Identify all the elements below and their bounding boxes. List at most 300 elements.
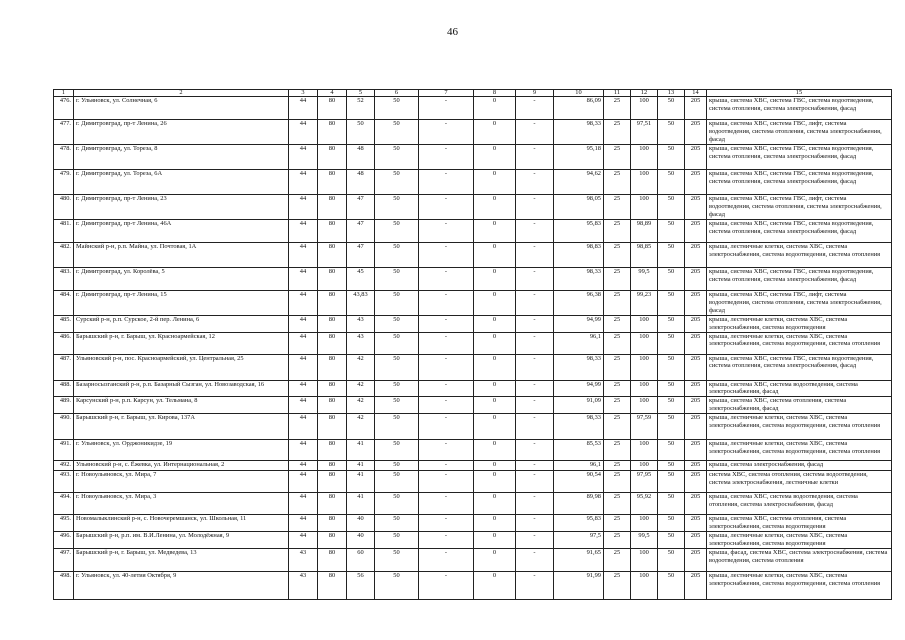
address-cell: г. Димитровград, ул. Королёва, 5 — [74, 268, 289, 291]
col-12-cell: 98,85 — [631, 243, 658, 268]
address-cell: Сурский р-н, р.п. Сурское, 2-й пер. Ленина, 6 — [74, 315, 289, 332]
col-9-cell: - — [516, 531, 554, 548]
col-8-cell: 0 — [474, 332, 516, 354]
address-cell: г. Ульяновск, ул. 40-летия Октября, 9 — [74, 571, 289, 599]
address-cell: Барышский р-н, г. Барыш, ул. Красноармейская, 12 — [74, 332, 289, 354]
work-description-cell: крыша, система ХВС, система ГВС, система водоотведения, система отопления, система электроснабжения, фасад — [707, 145, 892, 170]
col-12-cell: 100 — [631, 195, 658, 220]
col-6-cell: 50 — [375, 397, 419, 414]
col-4-cell: 80 — [318, 515, 347, 532]
col-3-cell: 44 — [289, 97, 318, 120]
col-5-cell: 43,83 — [347, 291, 375, 316]
col-9-cell: - — [516, 120, 554, 145]
col-12-cell: 99,23 — [631, 291, 658, 316]
col-10-cell: 94,62 — [554, 170, 604, 195]
table-row — [54, 471, 892, 493]
col-10-cell: 98,33 — [554, 268, 604, 291]
col-11-cell: 25 — [604, 531, 631, 548]
col-13-cell: 50 — [658, 440, 685, 461]
work-description-cell: крыша, лестничные клетки, система ХВС, система электроснабжения, система водоотведения, система отопления — [707, 571, 892, 599]
col-9-cell: - — [516, 268, 554, 291]
row-number-cell: 495. — [54, 515, 74, 532]
col-7-cell: - — [419, 97, 474, 120]
col-14-cell: 205 — [685, 120, 707, 145]
table-row — [54, 380, 892, 397]
col-14-cell: 205 — [685, 397, 707, 414]
col-3-cell: 43 — [289, 548, 318, 571]
row-number-cell: 478. — [54, 145, 74, 170]
col-13-cell: 50 — [658, 397, 685, 414]
col-5-cell: 48 — [347, 170, 375, 195]
col-7-cell: - — [419, 440, 474, 461]
table-row — [54, 571, 892, 599]
column-header-4: 4 — [318, 90, 347, 97]
col-12-cell: 97,95 — [631, 471, 658, 493]
col-8-cell: 0 — [474, 243, 516, 268]
col-13-cell: 50 — [658, 220, 685, 243]
col-10-cell: 98,05 — [554, 195, 604, 220]
col-7-cell: - — [419, 195, 474, 220]
col-7-cell: - — [419, 414, 474, 440]
col-7-cell: - — [419, 220, 474, 243]
col-9-cell: - — [516, 515, 554, 532]
col-5-cell: 41 — [347, 493, 375, 515]
col-12-cell: 100 — [631, 170, 658, 195]
table-row — [54, 414, 892, 440]
work-description-cell: крыша, лестничные клетки, система ХВС, система электроснабжения, система водоотведения, система отопления — [707, 332, 892, 354]
col-8-cell: 0 — [474, 414, 516, 440]
column-header-8: 8 — [474, 90, 516, 97]
col-11-cell: 25 — [604, 170, 631, 195]
col-11-cell: 25 — [604, 515, 631, 532]
col-9-cell: - — [516, 380, 554, 397]
col-10-cell: 90,54 — [554, 471, 604, 493]
col-5-cell: 42 — [347, 354, 375, 380]
col-6-cell: 50 — [375, 145, 419, 170]
col-10-cell: 96,1 — [554, 332, 604, 354]
col-12-cell: 100 — [631, 354, 658, 380]
col-3-cell: 44 — [289, 145, 318, 170]
col-3-cell: 44 — [289, 243, 318, 268]
col-7-cell: - — [419, 354, 474, 380]
col-6-cell: 50 — [375, 414, 419, 440]
row-number-cell: 482. — [54, 243, 74, 268]
address-cell: Карсунский р-н, р.п. Карсун, ул. Тельмана, 8 — [74, 397, 289, 414]
work-description-cell: крыша, система ХВС, система ГВС, система водоотведения, система отопления, система электроснабжения, фасад — [707, 268, 892, 291]
col-12-cell: 97,59 — [631, 414, 658, 440]
col-10-cell: 98,33 — [554, 120, 604, 145]
col-7-cell: - — [419, 315, 474, 332]
col-13-cell: 50 — [658, 461, 685, 471]
address-cell: Барышский р-н, г. Барыш, ул. Кирова, 137А — [74, 414, 289, 440]
col-8-cell: 0 — [474, 471, 516, 493]
col-3-cell: 44 — [289, 414, 318, 440]
col-14-cell: 205 — [685, 414, 707, 440]
col-4-cell: 80 — [318, 195, 347, 220]
col-12-cell: 100 — [631, 571, 658, 599]
col-4-cell: 80 — [318, 145, 347, 170]
work-description-cell: крыша, система ХВС, система ГВС, система водоотведения, система отопления, система электроснабжения, фасад — [707, 220, 892, 243]
col-13-cell: 50 — [658, 97, 685, 120]
col-3-cell: 44 — [289, 332, 318, 354]
row-number-cell: 483. — [54, 268, 74, 291]
col-13-cell: 50 — [658, 531, 685, 548]
col-8-cell: 0 — [474, 440, 516, 461]
address-cell: Барышский р-н, р.п. им. В.И.Ленина, ул. Молодёжная, 9 — [74, 531, 289, 548]
work-description-cell: крыша, лестничные клетки, система ХВС, система электроснабжения, система водоотведения — [707, 531, 892, 548]
col-5-cell: 60 — [347, 548, 375, 571]
data-table-container — [53, 89, 891, 600]
col-12-cell: 100 — [631, 97, 658, 120]
column-header-12: 12 — [631, 90, 658, 97]
col-4-cell: 80 — [318, 268, 347, 291]
col-3-cell: 44 — [289, 493, 318, 515]
work-description-cell: крыша, система ХВС, система отопления, система электроснабжения, фасад — [707, 397, 892, 414]
col-5-cell: 42 — [347, 397, 375, 414]
col-3-cell: 44 — [289, 170, 318, 195]
col-14-cell: 205 — [685, 97, 707, 120]
col-13-cell: 50 — [658, 414, 685, 440]
col-7-cell: - — [419, 145, 474, 170]
col-10-cell: 98,83 — [554, 243, 604, 268]
col-9-cell: - — [516, 397, 554, 414]
row-number-cell: 496. — [54, 531, 74, 548]
col-5-cell: 41 — [347, 471, 375, 493]
work-description-cell: крыша, система ХВС, система водоотведения, система отопления, система электроснабжения, фасад — [707, 493, 892, 515]
col-9-cell: - — [516, 548, 554, 571]
col-4-cell: 80 — [318, 471, 347, 493]
col-6-cell: 50 — [375, 548, 419, 571]
page-number: 46 — [447, 26, 458, 38]
col-13-cell: 50 — [658, 380, 685, 397]
col-4-cell: 80 — [318, 170, 347, 195]
work-description-cell: система ХВС, система отопления, система водоотведения, система электроснабжения, лестничные клетки — [707, 471, 892, 493]
col-7-cell: - — [419, 397, 474, 414]
col-8-cell: 0 — [474, 380, 516, 397]
col-11-cell: 25 — [604, 195, 631, 220]
col-13-cell: 50 — [658, 493, 685, 515]
col-10-cell: 98,33 — [554, 414, 604, 440]
col-8-cell: 0 — [474, 97, 516, 120]
col-11-cell: 25 — [604, 120, 631, 145]
col-3-cell: 44 — [289, 531, 318, 548]
col-6-cell: 50 — [375, 195, 419, 220]
column-header-1: 1 — [54, 90, 74, 97]
col-10-cell: 94,99 — [554, 380, 604, 397]
col-14-cell: 205 — [685, 195, 707, 220]
table-row — [54, 291, 892, 316]
col-14-cell: 205 — [685, 471, 707, 493]
col-10-cell: 91,65 — [554, 548, 604, 571]
col-4-cell: 80 — [318, 397, 347, 414]
address-cell: Майнский р-н, р.п. Майна, ул. Почтовая, 1А — [74, 243, 289, 268]
address-cell: г. Ульяновск, ул. Солнечная, 6 — [74, 97, 289, 120]
col-8-cell: 0 — [474, 145, 516, 170]
col-5-cell: 40 — [347, 515, 375, 532]
col-8-cell: 0 — [474, 354, 516, 380]
row-number-cell: 487. — [54, 354, 74, 380]
col-13-cell: 50 — [658, 195, 685, 220]
col-9-cell: - — [516, 315, 554, 332]
col-11-cell: 25 — [604, 380, 631, 397]
table-row — [54, 220, 892, 243]
col-12-cell: 100 — [631, 548, 658, 571]
col-12-cell: 100 — [631, 515, 658, 532]
address-cell: г. Димитровград, пр-т Ленина, 26 — [74, 120, 289, 145]
col-5-cell: 52 — [347, 97, 375, 120]
table-row — [54, 243, 892, 268]
col-5-cell: 45 — [347, 268, 375, 291]
table-body — [54, 97, 892, 600]
col-10-cell: 98,33 — [554, 354, 604, 380]
row-number-cell: 486. — [54, 332, 74, 354]
col-8-cell: 0 — [474, 315, 516, 332]
col-3-cell: 44 — [289, 195, 318, 220]
col-14-cell: 205 — [685, 291, 707, 316]
col-14-cell: 205 — [685, 315, 707, 332]
col-11-cell: 25 — [604, 291, 631, 316]
col-4-cell: 80 — [318, 461, 347, 471]
work-description-cell: крыша, система ХВС, система ГВС, лифт, система водоотведения, система отопления, система электроснабжения, фасад — [707, 120, 892, 145]
col-9-cell: - — [516, 571, 554, 599]
col-8-cell: 0 — [474, 268, 516, 291]
table-row — [54, 120, 892, 145]
col-9-cell: - — [516, 97, 554, 120]
col-9-cell: - — [516, 414, 554, 440]
col-4-cell: 80 — [318, 440, 347, 461]
address-cell: Ульяновский р-н, пос. Красноармейский, ул. Центральная, 25 — [74, 354, 289, 380]
col-11-cell: 25 — [604, 354, 631, 380]
col-11-cell: 25 — [604, 397, 631, 414]
col-9-cell: - — [516, 170, 554, 195]
col-10-cell: 94,99 — [554, 315, 604, 332]
col-8-cell: 0 — [474, 461, 516, 471]
col-12-cell: 99,5 — [631, 268, 658, 291]
col-12-cell: 100 — [631, 332, 658, 354]
col-7-cell: - — [419, 493, 474, 515]
table-row — [54, 548, 892, 571]
col-8-cell: 0 — [474, 220, 516, 243]
col-8-cell: 0 — [474, 493, 516, 515]
col-6-cell: 50 — [375, 97, 419, 120]
col-9-cell: - — [516, 243, 554, 268]
table-row — [54, 515, 892, 532]
row-number-cell: 488. — [54, 380, 74, 397]
col-11-cell: 25 — [604, 548, 631, 571]
work-description-cell: крыша, лестничные клетки, система ХВС, система электроснабжения, система водоотведения, система отопления — [707, 440, 892, 461]
table-row — [54, 461, 892, 471]
row-number-cell: 497. — [54, 548, 74, 571]
col-12-cell: 98,89 — [631, 220, 658, 243]
col-10-cell: 95,83 — [554, 220, 604, 243]
col-13-cell: 50 — [658, 571, 685, 599]
col-7-cell: - — [419, 515, 474, 532]
col-3-cell: 44 — [289, 354, 318, 380]
col-4-cell: 80 — [318, 493, 347, 515]
work-description-cell: крыша, фасад, система ХВС, система электроснабжения, система водоотведения, система отопления — [707, 548, 892, 571]
col-8-cell: 0 — [474, 515, 516, 532]
col-5-cell: 48 — [347, 145, 375, 170]
row-number-cell: 493. — [54, 471, 74, 493]
col-11-cell: 25 — [604, 461, 631, 471]
col-6-cell: 50 — [375, 291, 419, 316]
col-6-cell: 50 — [375, 461, 419, 471]
col-6-cell: 50 — [375, 515, 419, 532]
address-cell: г. Новоульяновск, ул. Мира, 7 — [74, 471, 289, 493]
col-10-cell: 91,99 — [554, 571, 604, 599]
col-12-cell: 97,51 — [631, 120, 658, 145]
col-12-cell: 100 — [631, 380, 658, 397]
col-7-cell: - — [419, 461, 474, 471]
col-13-cell: 50 — [658, 315, 685, 332]
col-8-cell: 0 — [474, 291, 516, 316]
col-8-cell: 0 — [474, 397, 516, 414]
col-10-cell: 85,53 — [554, 440, 604, 461]
col-9-cell: - — [516, 195, 554, 220]
col-4-cell: 80 — [318, 414, 347, 440]
col-6-cell: 50 — [375, 120, 419, 145]
col-8-cell: 0 — [474, 531, 516, 548]
col-14-cell: 205 — [685, 515, 707, 532]
col-14-cell: 205 — [685, 493, 707, 515]
col-3-cell: 44 — [289, 461, 318, 471]
col-8-cell: 0 — [474, 571, 516, 599]
col-5-cell: 42 — [347, 380, 375, 397]
col-6-cell: 50 — [375, 220, 419, 243]
col-4-cell: 80 — [318, 380, 347, 397]
col-5-cell: 41 — [347, 440, 375, 461]
col-14-cell: 205 — [685, 145, 707, 170]
col-3-cell: 43 — [289, 571, 318, 599]
row-number-cell: 485. — [54, 315, 74, 332]
col-6-cell: 50 — [375, 440, 419, 461]
row-number-cell: 498. — [54, 571, 74, 599]
table-row — [54, 440, 892, 461]
row-number-cell: 481. — [54, 220, 74, 243]
col-3-cell: 44 — [289, 380, 318, 397]
table-row — [54, 97, 892, 120]
col-5-cell: 40 — [347, 531, 375, 548]
table-row — [54, 354, 892, 380]
col-9-cell: - — [516, 354, 554, 380]
col-11-cell: 25 — [604, 332, 631, 354]
col-3-cell: 44 — [289, 397, 318, 414]
col-12-cell: 95,92 — [631, 493, 658, 515]
col-5-cell: 43 — [347, 315, 375, 332]
address-cell: г. Димитровград, пр-т Ленина, 15 — [74, 291, 289, 316]
col-14-cell: 205 — [685, 220, 707, 243]
column-header-13: 13 — [658, 90, 685, 97]
col-11-cell: 25 — [604, 493, 631, 515]
col-10-cell: 95,83 — [554, 515, 604, 532]
col-4-cell: 80 — [318, 243, 347, 268]
col-11-cell: 25 — [604, 414, 631, 440]
row-number-cell: 476. — [54, 97, 74, 120]
row-number-cell: 484. — [54, 291, 74, 316]
col-5-cell: 50 — [347, 120, 375, 145]
col-4-cell: 80 — [318, 97, 347, 120]
col-7-cell: - — [419, 268, 474, 291]
col-13-cell: 50 — [658, 471, 685, 493]
column-header-5: 5 — [347, 90, 375, 97]
col-11-cell: 25 — [604, 571, 631, 599]
col-7-cell: - — [419, 291, 474, 316]
col-10-cell: 96,38 — [554, 291, 604, 316]
col-11-cell: 25 — [604, 243, 631, 268]
col-10-cell: 86,09 — [554, 97, 604, 120]
address-cell: Барышский р-н, г. Барыш, ул. Медведева, 13 — [74, 548, 289, 571]
col-5-cell: 42 — [347, 414, 375, 440]
address-cell: Ульяновский р-н, с. Ёжевка, ул. Интернациональная, 2 — [74, 461, 289, 471]
col-12-cell: 100 — [631, 145, 658, 170]
col-3-cell: 44 — [289, 315, 318, 332]
col-7-cell: - — [419, 571, 474, 599]
col-14-cell: 205 — [685, 571, 707, 599]
row-number-cell: 477. — [54, 120, 74, 145]
table-row — [54, 268, 892, 291]
col-3-cell: 44 — [289, 268, 318, 291]
col-14-cell: 205 — [685, 354, 707, 380]
col-6-cell: 50 — [375, 170, 419, 195]
col-11-cell: 25 — [604, 471, 631, 493]
col-14-cell: 205 — [685, 243, 707, 268]
col-10-cell: 96,1 — [554, 461, 604, 471]
col-4-cell: 80 — [318, 291, 347, 316]
col-12-cell: 100 — [631, 397, 658, 414]
col-11-cell: 25 — [604, 145, 631, 170]
col-13-cell: 50 — [658, 354, 685, 380]
col-3-cell: 44 — [289, 120, 318, 145]
col-8-cell: 0 — [474, 195, 516, 220]
work-description-cell: крыша, система ХВС, система водоотведения, система электроснабжения, фасад — [707, 380, 892, 397]
col-5-cell: 47 — [347, 220, 375, 243]
col-6-cell: 50 — [375, 268, 419, 291]
row-number-cell: 480. — [54, 195, 74, 220]
col-4-cell: 80 — [318, 548, 347, 571]
col-5-cell: 41 — [347, 461, 375, 471]
table-row — [54, 531, 892, 548]
col-13-cell: 50 — [658, 145, 685, 170]
col-4-cell: 80 — [318, 531, 347, 548]
col-9-cell: - — [516, 145, 554, 170]
row-number-cell: 489. — [54, 397, 74, 414]
col-4-cell: 80 — [318, 220, 347, 243]
column-header-7: 7 — [419, 90, 474, 97]
table-row — [54, 332, 892, 354]
row-number-cell: 490. — [54, 414, 74, 440]
work-description-cell: крыша, система ХВС, система ГВС, система водоотведения, система отопления, система электроснабжения, фасад — [707, 170, 892, 195]
col-14-cell: 205 — [685, 461, 707, 471]
col-14-cell: 205 — [685, 332, 707, 354]
col-9-cell: - — [516, 493, 554, 515]
table-row — [54, 493, 892, 515]
col-14-cell: 205 — [685, 440, 707, 461]
col-5-cell: 56 — [347, 571, 375, 599]
col-8-cell: 0 — [474, 170, 516, 195]
column-header-3: 3 — [289, 90, 318, 97]
column-header-6: 6 — [375, 90, 419, 97]
col-3-cell: 44 — [289, 471, 318, 493]
col-13-cell: 50 — [658, 243, 685, 268]
column-header-2: 2 — [74, 90, 289, 97]
work-description-cell: крыша, система ХВС, система отопления, система электроснабжения, система водоотведения — [707, 515, 892, 532]
work-description-cell: крыша, система ХВС, система ГВС, система водоотведения, система отопления, система электроснабжения, фасад — [707, 97, 892, 120]
table-row — [54, 170, 892, 195]
col-4-cell: 80 — [318, 120, 347, 145]
col-12-cell: 100 — [631, 461, 658, 471]
col-6-cell: 50 — [375, 315, 419, 332]
work-description-cell: крыша, система электроснабжения, фасад — [707, 461, 892, 471]
